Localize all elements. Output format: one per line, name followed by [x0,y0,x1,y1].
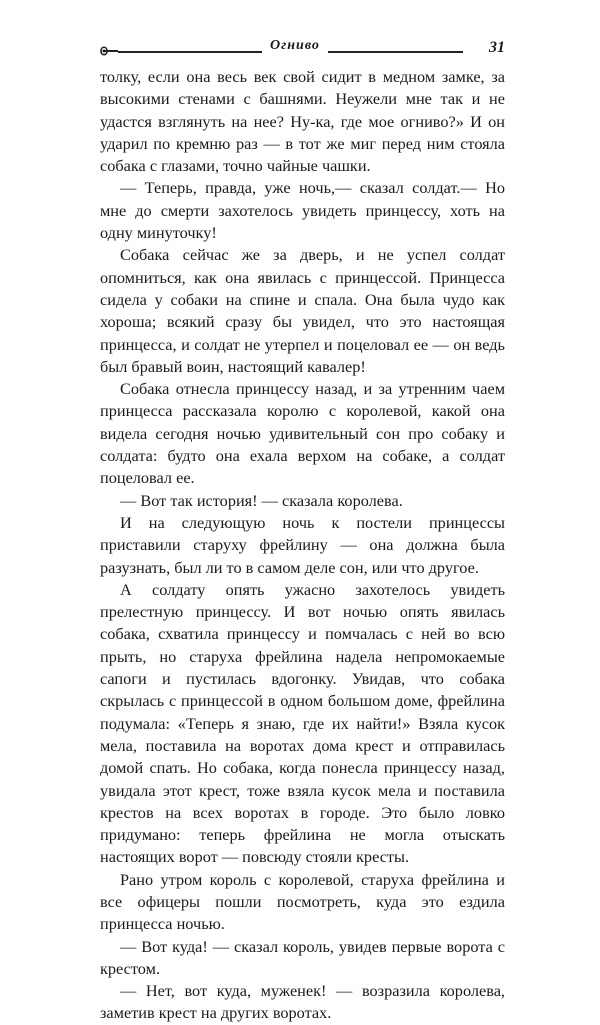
page-number: 31 [489,39,505,56]
paragraph: — Нет, вот куда, муженек! — возразила королева, заметив крест на других воротах. [100,981,505,1023]
ornament-icon [100,44,118,58]
paragraph: Рано утром король с королевой, старуха фрейлина и все офицеры пошли посмотреть, куда это ездила принцесса ночью. [100,869,505,934]
paragraph: — Вот так история! — сказала королева. [120,490,403,510]
running-title: Огниво [262,38,328,54]
paragraph: — Вот куда! — сказал король, увидев первые ворота с крестом. [100,936,505,978]
paragraph: И на следующую ночь к постели принцессы приставили старуху фрейлину — она должна была разузнать, был ли то в самом деле сон, или что другое. [100,512,505,577]
body-text [100,66,505,1025]
paragraph: толку, если она весь век свой сидит в медном замке, за высокими стенами с башнями. Неужели мне так и не удастся взглянуть на нее? Ну-ка, где мое огниво?» И он ударил по кремню раз — в тот же миг перед ним стояла собака с глазами, точно чайные чашки. [100,67,505,176]
running-header [100,38,505,62]
paragraph: — Теперь, правда, уже ночь,— сказал солдат.— Но мне до смерти захотелось увидеть принцессу, хоть на одну минуточку! [100,178,505,243]
paragraph: Собака отнесла принцессу назад, и за утренним чаем принцесса рассказала королю с королевой, какой она видела сегодня ночью удивительный сон про собаку и солдата: будто она ехала верхом на собаке, а солдат поцеловал ее. [100,379,505,488]
paragraph: Собака сейчас же за дверь, и не успел солдат опомниться, как она явилась с принцессой. Принцесса сидела у собаки на спине и спала. Она была чудо как хороша; всякий сразу бы увидел, что это настоящая принцесса, и солдат не утерпел и поцеловал ее — он ведь был бравый воин, настоящий кавалер! [100,245,505,376]
paragraph: А солдату опять ужасно захотелось увидеть прелестную принцессу. И вот ночью опять явилась собака, схватила принцессу и помчалась с ней во всю прыть, но старуха фрейлина надела непромокаемые сапоги и пустилась вдогонку. Увидав, что собака скрылась с принцессой в одном большом доме, фрейлина подумала: «Теперь я знаю, где их найти!» Взяла кусок мела, поставила на воротах дома крест и отправилась домой спать. Но собака, когда понесла принцессу назад, увидала этот крест, тоже взяла кусок мела и поставила крестов на всех воротах в городе. Это было ловко придумано: теперь фрейлина не могла отыскать настоящих ворот — повсюду стояли кресты. [100,579,505,867]
